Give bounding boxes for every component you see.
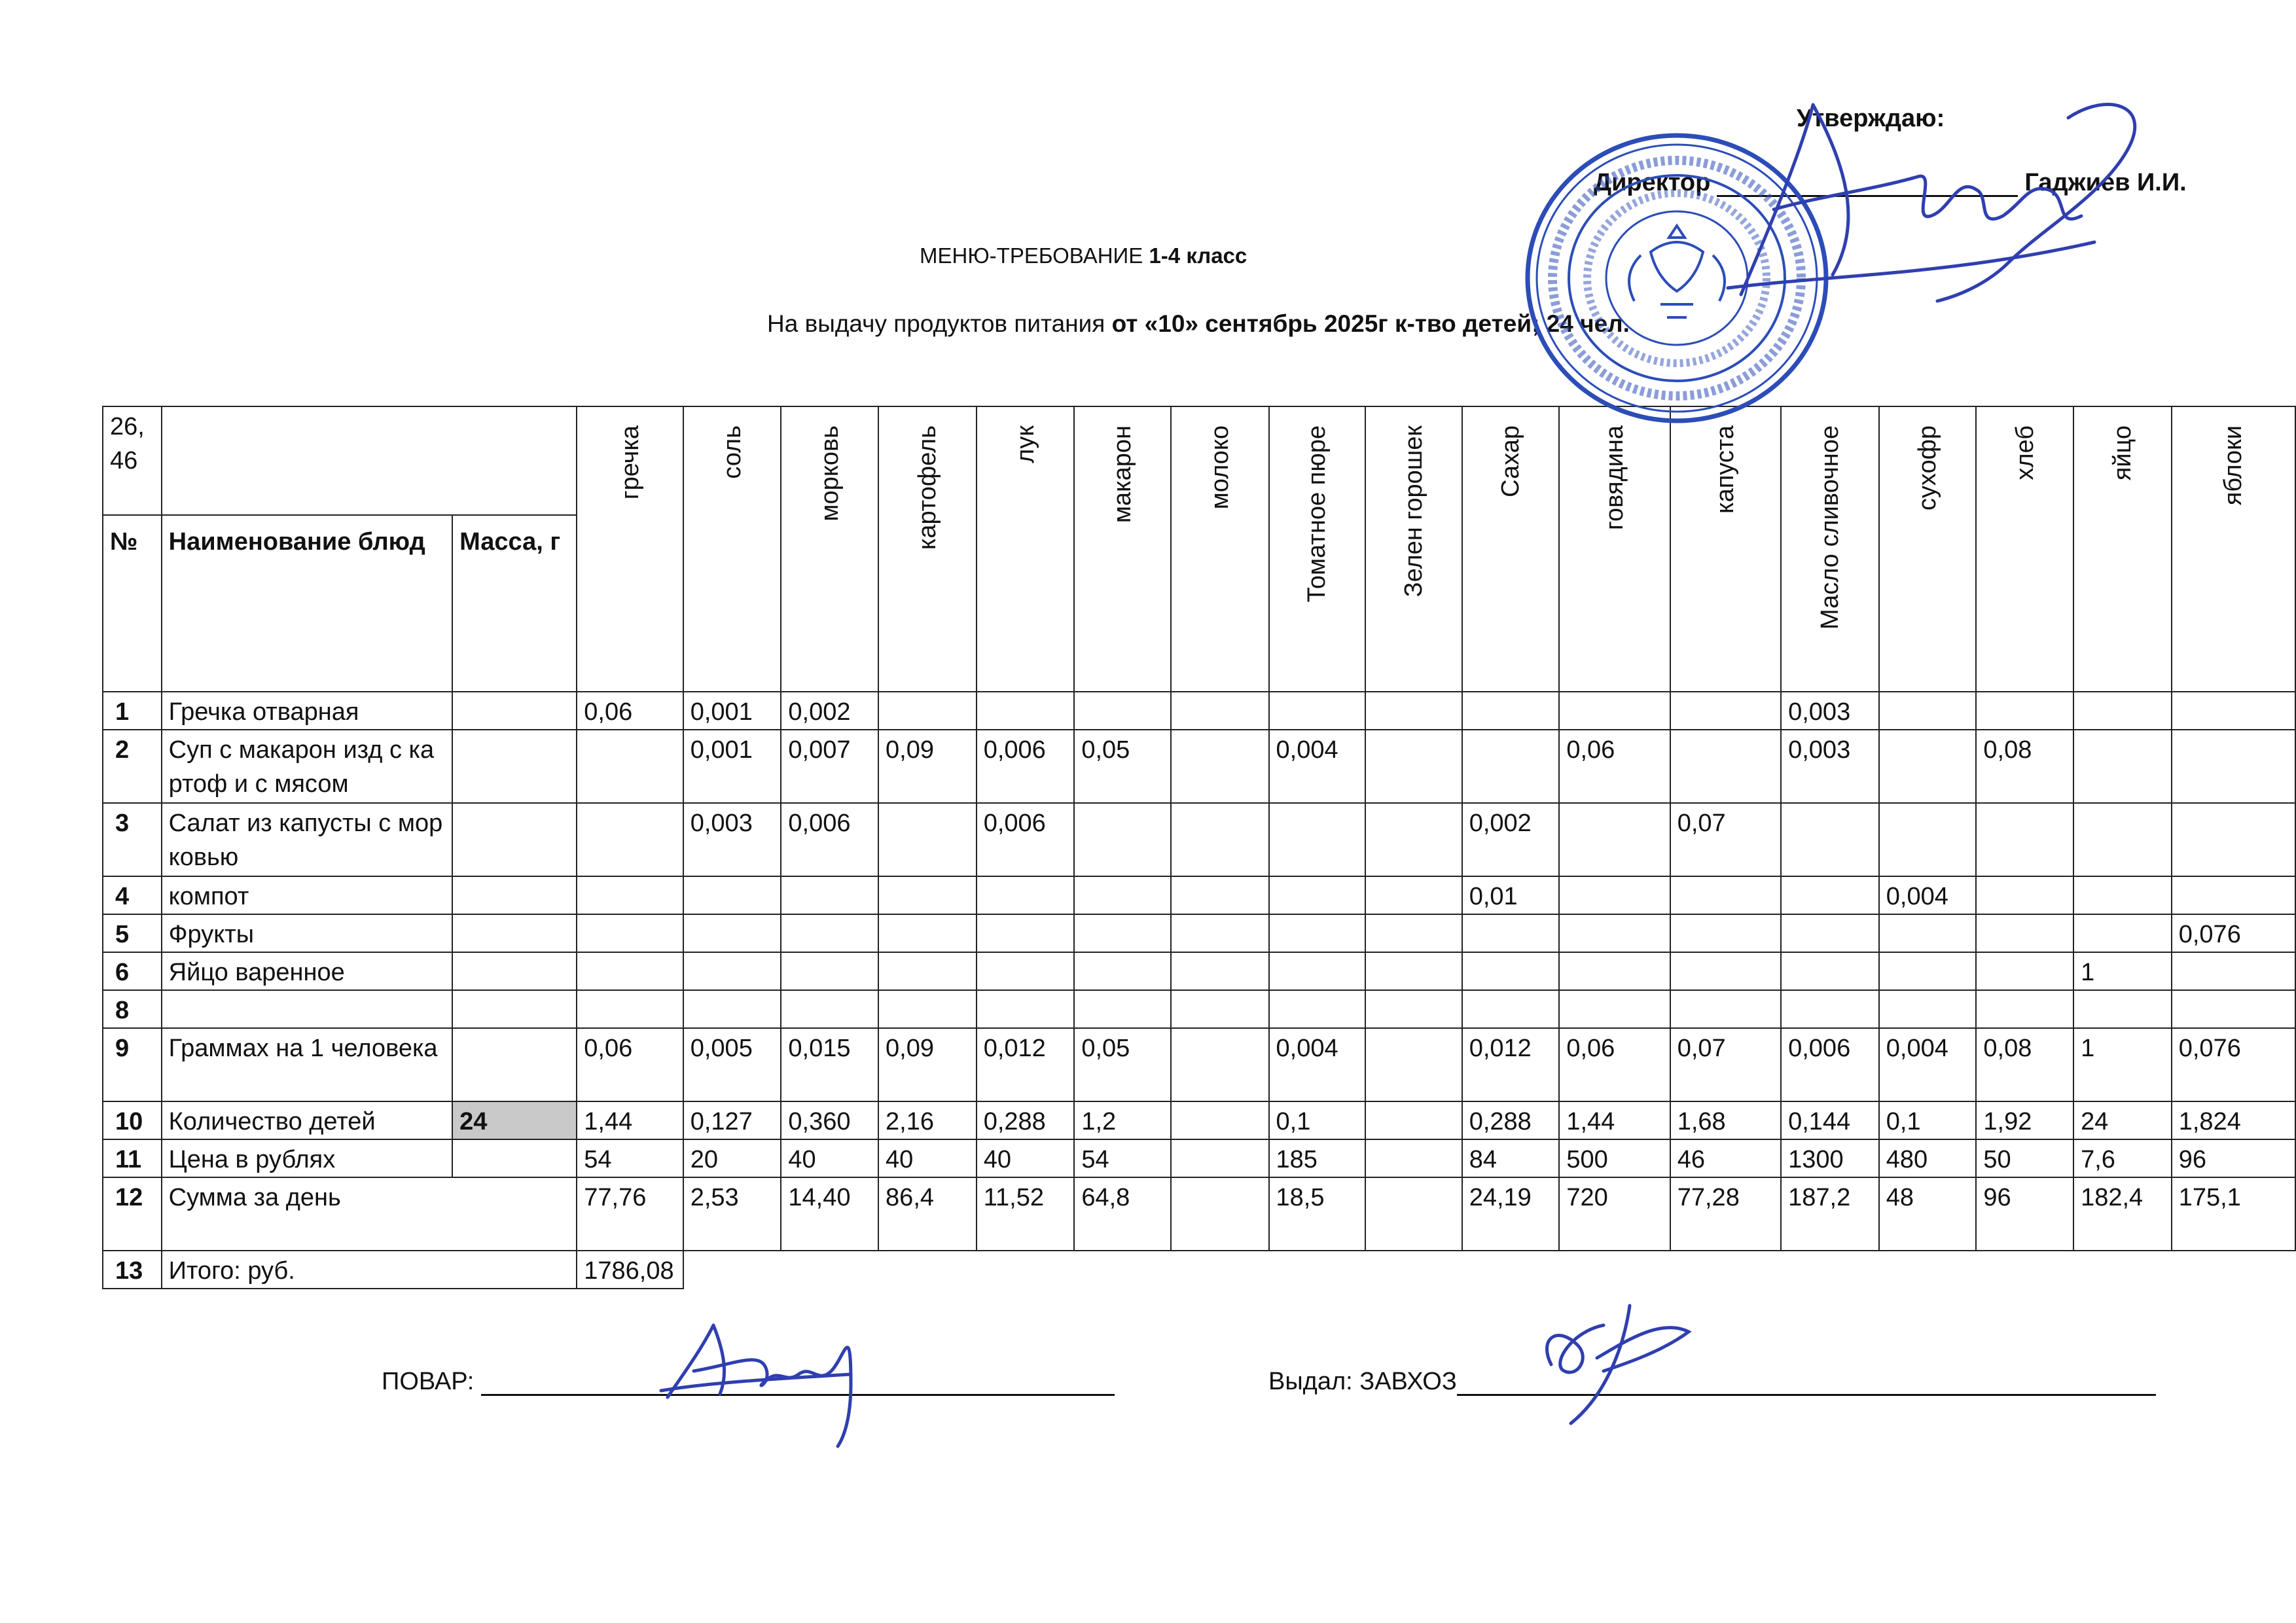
quantity-cell: 0,004 [1269, 1028, 1366, 1101]
quantity-cell: 0,1 [1269, 1101, 1366, 1139]
quantity-cell: 96 [2172, 1139, 2295, 1177]
quantity-cell: 20 [683, 1139, 781, 1177]
quantity-cell [781, 914, 878, 952]
product-name: Масло сливочное [1816, 425, 1844, 630]
quantity-cell: 0,002 [1462, 803, 1560, 876]
quantity-cell [577, 990, 683, 1028]
sum-cell: 86,4 [878, 1177, 977, 1251]
quantity-cell [1269, 803, 1366, 876]
storekeeper-signature-line [1268, 1368, 2156, 1396]
quantity-cell [2073, 803, 2172, 876]
quantity-cell [1879, 730, 1977, 803]
product-name: Зелен горошек [1399, 425, 1427, 597]
quantity-cell [1559, 952, 1670, 990]
sum-cell: 720 [1559, 1177, 1670, 1251]
quantity-cell: 0,012 [977, 1028, 1075, 1101]
document-title [920, 243, 1247, 268]
quantity-cell [1074, 876, 1171, 914]
quantity-cell: 0,144 [1781, 1101, 1879, 1139]
quantity-cell: 0,004 [1269, 730, 1366, 803]
table-header-top-row [103, 406, 2295, 515]
quantity-cell [1365, 803, 1462, 876]
mass-cell [452, 952, 577, 990]
dish-name: компот [162, 876, 453, 914]
quantity-cell [1171, 730, 1268, 803]
quantity-cell: 1 [2073, 952, 2172, 990]
quantity-cell: 0,003 [683, 803, 781, 876]
quantity-cell [1074, 692, 1171, 730]
quantity-cell [1269, 692, 1366, 730]
quantity-cell [977, 914, 1075, 952]
quantity-cell [2073, 914, 2172, 952]
mass-cell [452, 803, 577, 876]
quantity-cell: 40 [878, 1139, 977, 1177]
director-name: Гаджиев И.И. [2024, 169, 2187, 196]
quantity-cell [1781, 990, 1879, 1028]
quantity-cell: 50 [1976, 1139, 2073, 1177]
sum-cell [1365, 1177, 1462, 1251]
quantity-cell: 0,006 [977, 730, 1075, 803]
issued-label: Выдал: ЗАВХОЗ [1268, 1368, 1457, 1395]
table-row [103, 990, 2295, 1028]
director-signature [1702, 79, 2173, 353]
product-column-header [1976, 406, 2073, 692]
quantity-cell [1976, 990, 2073, 1028]
sum-cell: 96 [1976, 1177, 2073, 1251]
dish-name: Фрукты [162, 914, 453, 952]
quantity-cell [2172, 876, 2295, 914]
quantity-cell [1559, 803, 1670, 876]
row-number: 11 [103, 1139, 162, 1177]
quantity-cell: 185 [1269, 1139, 1366, 1177]
quantity-cell [2172, 803, 2295, 876]
product-column-header [1074, 406, 1171, 692]
quantity-cell [1462, 692, 1560, 730]
quantity-cell [1879, 914, 1977, 952]
product-name: соль [718, 425, 746, 479]
quantity-cell [781, 990, 878, 1028]
product-column-header [1781, 406, 1879, 692]
mass-cell [452, 1139, 577, 1177]
quantity-cell: 0,007 [781, 730, 878, 803]
quantity-cell [683, 914, 781, 952]
dish-name: Салат из капусты с морковью [162, 803, 453, 876]
quantity-cell [577, 914, 683, 952]
quantity-cell [1559, 990, 1670, 1028]
quantity-cell: 0,001 [683, 692, 781, 730]
quantity-cell [577, 803, 683, 876]
quantity-cell [1365, 876, 1462, 914]
quantity-cell [2172, 730, 2295, 803]
header-blank-cell [162, 406, 577, 515]
quantity-cell: 0,127 [683, 1101, 781, 1139]
quantity-cell: 0,012 [1462, 1028, 1560, 1101]
quantity-cell: 0,015 [781, 1028, 878, 1101]
quantity-cell: 0,076 [2172, 914, 2295, 952]
quantity-cell: 0,006 [977, 803, 1075, 876]
product-name: картофель [913, 425, 941, 550]
quantity-cell: 0,005 [683, 1028, 781, 1101]
quantity-cell [1269, 952, 1366, 990]
quantity-cell [1074, 952, 1171, 990]
quantity-cell [2172, 990, 2295, 1028]
quantity-cell [1781, 876, 1879, 914]
quantity-cell [1670, 952, 1781, 990]
quantity-cell: 0,08 [1976, 1028, 2073, 1101]
quantity-cell: 0,001 [683, 730, 781, 803]
sum-cell: 48 [1879, 1177, 1977, 1251]
sum-cell: 2,53 [683, 1177, 781, 1251]
quantity-cell: 0,002 [781, 692, 878, 730]
mass-cell [452, 914, 577, 952]
table-row [103, 1028, 2295, 1101]
document-title-prefix: МЕНЮ-ТРЕБОВАНИЕ [920, 243, 1143, 268]
product-name: капуста [1712, 425, 1740, 514]
quantity-cell: 7,6 [2073, 1139, 2172, 1177]
quantity-cell: 0,1 [1879, 1101, 1977, 1139]
dish-name [162, 990, 453, 1028]
quantity-cell [1559, 914, 1670, 952]
quantity-cell [1976, 692, 2073, 730]
mass-cell [452, 990, 577, 1028]
quantity-cell [1074, 990, 1171, 1028]
quantity-cell [683, 990, 781, 1028]
product-name: сухофр [1914, 425, 1942, 511]
quantity-cell [1365, 1028, 1462, 1101]
director-label: Директор [1594, 169, 1711, 196]
row-number: 10 [103, 1101, 162, 1139]
quantity-cell [1074, 914, 1171, 952]
quantity-cell [577, 952, 683, 990]
quantity-cell [1879, 990, 1977, 1028]
quantity-cell [1171, 692, 1268, 730]
dish-name: Суп с макарон изд с картоф и с мясом [162, 730, 453, 803]
quantity-cell: 0,06 [1559, 1028, 1670, 1101]
quantity-cell [683, 876, 781, 914]
quantity-cell: 0,05 [1074, 1028, 1171, 1101]
quantity-cell [1365, 990, 1462, 1028]
quantity-cell: 0,07 [1670, 1028, 1781, 1101]
quantity-cell: 0,01 [1462, 876, 1560, 914]
product-name: молоко [1206, 425, 1234, 510]
product-column-header [2073, 406, 2172, 692]
product-name: лук [1011, 425, 1039, 463]
dish-name: Цена в рублях [162, 1139, 453, 1177]
quantity-cell [1879, 692, 1977, 730]
quantity-cell: 0,08 [1976, 730, 2073, 803]
quantity-cell [577, 876, 683, 914]
empty-area [683, 1251, 2295, 1289]
quantity-cell [1171, 914, 1268, 952]
quantity-cell: 24 [2073, 1101, 2172, 1139]
corner-number-cell: 26,46 [103, 406, 162, 515]
quantity-cell [1976, 803, 2073, 876]
sum-cell: 24,19 [1462, 1177, 1560, 1251]
row-number: 1 [103, 692, 162, 730]
quantity-cell [1976, 914, 2073, 952]
quantity-cell [2073, 876, 2172, 914]
sum-cell: 18,5 [1269, 1177, 1366, 1251]
quantity-cell [2172, 692, 2295, 730]
quantity-cell [1171, 803, 1268, 876]
sum-cell: 11,52 [977, 1177, 1075, 1251]
table-row [103, 692, 2295, 730]
document-title-class: 1-4 класс [1149, 243, 1247, 268]
row-number: 6 [103, 952, 162, 990]
quantity-cell [1879, 803, 1977, 876]
product-name: говядина [1601, 425, 1629, 531]
quantity-cell [2172, 952, 2295, 990]
total-value: 1786,08 [577, 1251, 683, 1289]
quantity-cell [1781, 803, 1879, 876]
quantity-cell: 1,68 [1670, 1101, 1781, 1139]
quantity-cell [1670, 730, 1781, 803]
quantity-cell [1879, 952, 1977, 990]
quantity-cell [1462, 730, 1560, 803]
table-row [103, 1101, 2295, 1139]
product-name: макарон [1109, 425, 1137, 524]
product-name: Томатное пюре [1303, 425, 1331, 603]
quantity-cell [781, 876, 878, 914]
quantity-cell: 1,92 [1976, 1101, 2073, 1139]
quantity-cell [1559, 692, 1670, 730]
mass-cell [452, 692, 577, 730]
quantity-cell [1781, 952, 1879, 990]
quantity-cell: 0,003 [1781, 692, 1879, 730]
quantity-cell: 0,006 [1781, 1028, 1879, 1101]
product-column-header [1879, 406, 1977, 692]
sum-cell: 14,40 [781, 1177, 878, 1251]
table-row [103, 1139, 2295, 1177]
quantity-cell: 54 [577, 1139, 683, 1177]
quantity-cell [1269, 876, 1366, 914]
quantity-cell [1074, 803, 1171, 876]
row-number: 8 [103, 990, 162, 1028]
quantity-cell: 0,09 [878, 1028, 977, 1101]
quantity-cell [1462, 990, 1560, 1028]
quantity-cell: 1,44 [1559, 1101, 1670, 1139]
quantity-cell: 0,06 [577, 692, 683, 730]
quantity-cell: 0,05 [1074, 730, 1171, 803]
quantity-cell [2073, 692, 2172, 730]
sum-cell: 187,2 [1781, 1177, 1879, 1251]
product-column-header [683, 406, 781, 692]
quantity-cell: 40 [977, 1139, 1075, 1177]
storekeeper-signature [1532, 1293, 1702, 1436]
dish-name: Граммах на 1 человека [162, 1028, 453, 1101]
product-column-header [1462, 406, 1560, 692]
quantity-cell: 84 [1462, 1139, 1560, 1177]
row-number: 3 [103, 803, 162, 876]
row-number: 12 [103, 1177, 162, 1251]
quantity-cell: 0,09 [878, 730, 977, 803]
table-row [103, 914, 2295, 952]
quantity-cell: 0,07 [1670, 803, 1781, 876]
mass-cell [452, 730, 577, 803]
quantity-cell [977, 876, 1075, 914]
product-column-header [977, 406, 1075, 692]
quantity-cell [1171, 952, 1268, 990]
quantity-cell [1365, 952, 1462, 990]
row-number: 5 [103, 914, 162, 952]
quantity-cell [1171, 990, 1268, 1028]
product-name: хлеб [2011, 425, 2039, 480]
number-column-header: № [103, 515, 162, 692]
table-row [103, 952, 2295, 990]
sum-cell [1171, 1177, 1268, 1251]
quantity-cell [1365, 730, 1462, 803]
quantity-cell: 40 [781, 1139, 878, 1177]
product-column-header [1171, 406, 1268, 692]
quantity-cell [1171, 1101, 1268, 1139]
quantity-cell: 0,076 [2172, 1028, 2295, 1101]
row-number: 4 [103, 876, 162, 914]
quantity-cell: 1,2 [1074, 1101, 1171, 1139]
quantity-cell [1365, 692, 1462, 730]
sum-cell: 64,8 [1074, 1177, 1171, 1251]
product-column-header [2172, 406, 2295, 692]
quantity-cell: 500 [1559, 1139, 1670, 1177]
quantity-cell [1171, 1028, 1268, 1101]
quantity-cell [977, 990, 1075, 1028]
quantity-cell [1269, 914, 1366, 952]
quantity-cell: 480 [1879, 1139, 1977, 1177]
quantity-cell [1365, 1101, 1462, 1139]
table-row [103, 876, 2295, 914]
product-column-header [878, 406, 977, 692]
sum-cell: 182,4 [2073, 1177, 2172, 1251]
quantity-cell [1462, 952, 1560, 990]
quantity-cell: 0,360 [781, 1101, 878, 1139]
dish-name: Яйцо варенное [162, 952, 453, 990]
document-subtitle [767, 310, 1630, 338]
quantity-cell: 0,006 [781, 803, 878, 876]
table-row [103, 803, 2295, 876]
quantity-cell [2073, 730, 2172, 803]
quantity-cell: 1300 [1781, 1139, 1879, 1177]
product-name: Сахар [1497, 425, 1525, 497]
dish-name: Гречка отварная [162, 692, 453, 730]
menu-requisition-table [102, 406, 2296, 1289]
quantity-cell [1670, 692, 1781, 730]
quantity-cell [977, 952, 1075, 990]
mass-column-header: Масса, г [452, 515, 577, 692]
quantity-cell [977, 692, 1075, 730]
product-name: морковь [816, 425, 844, 522]
table-row [103, 730, 2295, 803]
subtitle-date-count: от «10» сентябрь 2025г к-тво детей; 24 чел. [1111, 310, 1630, 337]
quantity-cell: 46 [1670, 1139, 1781, 1177]
product-column-header [1670, 406, 1781, 692]
product-column-header [1559, 406, 1670, 692]
quantity-cell [1171, 1139, 1268, 1177]
quantity-cell: 2,16 [878, 1101, 977, 1139]
quantity-cell [1462, 914, 1560, 952]
quantity-cell [1559, 876, 1670, 914]
cook-signature [655, 1306, 890, 1456]
quantity-cell [1269, 990, 1366, 1028]
mass-cell [452, 876, 577, 914]
sum-cell: 175,1 [2172, 1177, 2295, 1251]
sum-cell: 77,76 [577, 1177, 683, 1251]
product-name: яйцо [2108, 425, 2136, 481]
quantity-cell [1670, 914, 1781, 952]
dish-name-column-header: Наименование блюд [162, 515, 453, 692]
quantity-cell [683, 952, 781, 990]
sum-cell: 77,28 [1670, 1177, 1781, 1251]
total-label: Итого: руб. [162, 1251, 577, 1289]
cook-label: ПОВАР: [382, 1368, 475, 1395]
quantity-cell: 0,288 [977, 1101, 1075, 1139]
quantity-cell: 0,06 [577, 1028, 683, 1101]
quantity-cell [878, 803, 977, 876]
product-name: гречка [616, 425, 644, 500]
quantity-cell [878, 692, 977, 730]
quantity-cell [1670, 876, 1781, 914]
quantity-cell: 0,004 [1879, 876, 1977, 914]
daily-sum-row [103, 1177, 2295, 1251]
quantity-cell [1365, 1139, 1462, 1177]
quantity-cell [878, 990, 977, 1028]
product-column-header [781, 406, 878, 692]
product-column-header [577, 406, 683, 692]
quantity-cell: 1 [2073, 1028, 2172, 1101]
dish-name: Количество детей [162, 1101, 453, 1139]
row-number: 2 [103, 730, 162, 803]
total-row [103, 1251, 2295, 1289]
quantity-cell: 1,824 [2172, 1101, 2295, 1139]
mass-cell: 24 [452, 1101, 577, 1139]
quantity-cell: 0,288 [1462, 1101, 1560, 1139]
mass-cell [452, 1028, 577, 1101]
subtitle-prefix: На выдачу продуктов питания [767, 310, 1105, 337]
quantity-cell: 0,003 [1781, 730, 1879, 803]
quantity-cell [577, 730, 683, 803]
quantity-cell [1365, 914, 1462, 952]
quantity-cell: 0,004 [1879, 1028, 1977, 1101]
quantity-cell [781, 952, 878, 990]
quantity-cell: 54 [1074, 1139, 1171, 1177]
quantity-cell [1781, 914, 1879, 952]
quantity-cell [1976, 876, 2073, 914]
approval-heading: Утверждаю: [1797, 105, 1945, 132]
quantity-cell [878, 952, 977, 990]
quantity-cell: 0,06 [1559, 730, 1670, 803]
product-column-header [1365, 406, 1462, 692]
quantity-cell [1976, 952, 2073, 990]
product-name: яблоки [2219, 425, 2248, 506]
row-number: 13 [103, 1251, 162, 1289]
quantity-cell [2073, 990, 2172, 1028]
product-column-header [1269, 406, 1366, 692]
quantity-cell [878, 914, 977, 952]
quantity-cell [878, 876, 977, 914]
quantity-cell [1171, 876, 1268, 914]
row-number: 9 [103, 1028, 162, 1101]
dish-name: Сумма за день [162, 1177, 577, 1251]
quantity-cell: 1,44 [577, 1101, 683, 1139]
quantity-cell [1670, 990, 1781, 1028]
